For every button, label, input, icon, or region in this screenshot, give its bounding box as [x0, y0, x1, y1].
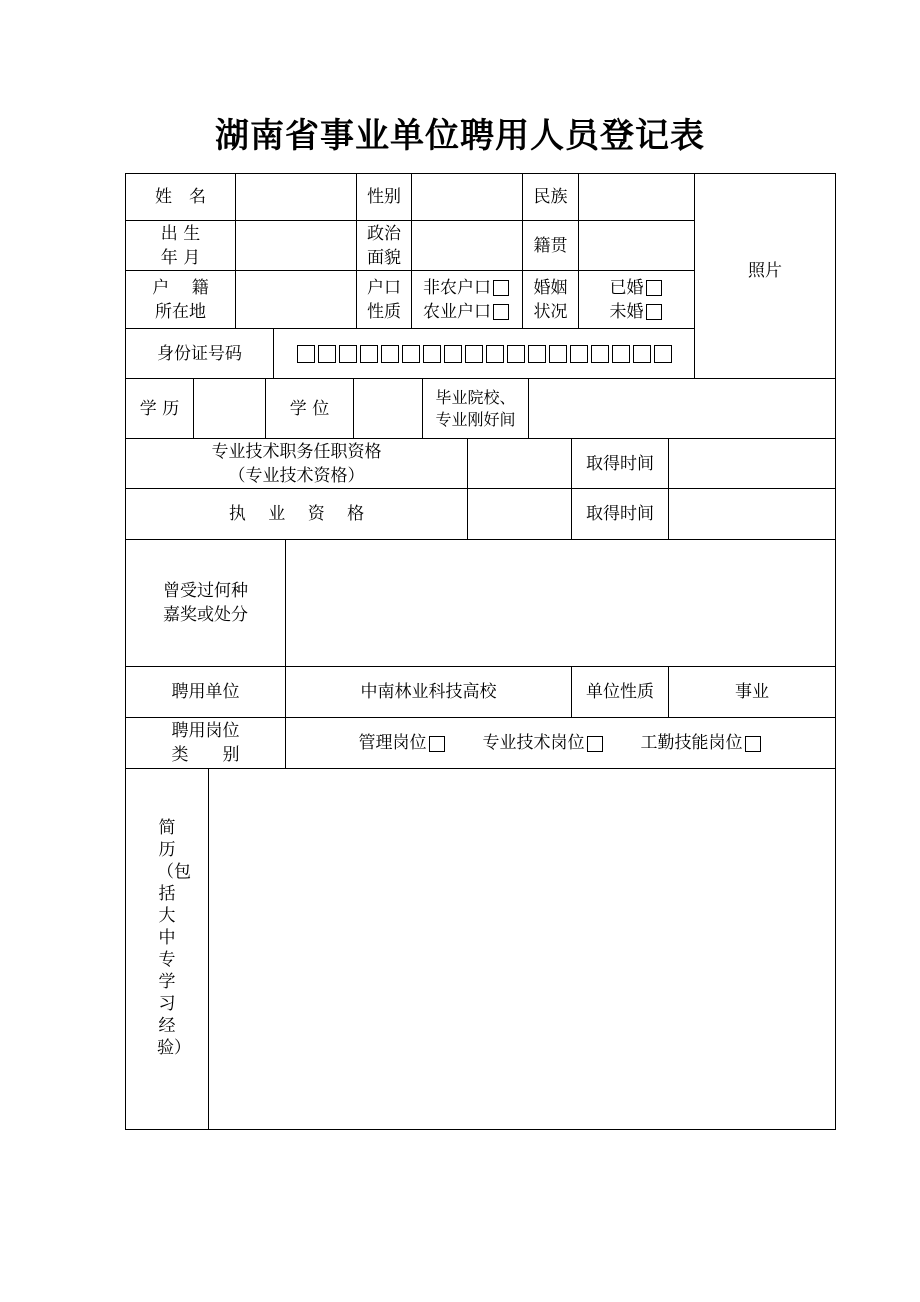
obtain-time-2-field[interactable]	[669, 489, 835, 539]
label-hukou-location-line2: 所在地	[155, 301, 206, 322]
option-mgmt-post[interactable]	[359, 731, 447, 755]
marital-options	[579, 271, 694, 328]
label-hukou-type-line1: 户口	[367, 277, 401, 298]
id-digit-box[interactable]	[423, 345, 441, 363]
id-number-field[interactable]	[274, 329, 694, 378]
id-digit-box[interactable]	[528, 345, 546, 363]
label-marital-line1: 婚姻	[533, 277, 568, 298]
hukou-type-options	[412, 271, 522, 328]
id-digit-box[interactable]	[486, 345, 504, 363]
practice-qualification-field[interactable]	[468, 489, 571, 539]
label-awards-line1: 曾受过何种	[163, 581, 248, 601]
id-digit-box[interactable]	[339, 345, 357, 363]
label-education: 学 历	[139, 398, 180, 419]
resume-field[interactable]	[209, 769, 835, 1129]
option-non-agri-label: 非农户口	[423, 277, 491, 298]
option-unmarried-label: 未婚	[609, 301, 644, 322]
option-non-agri[interactable]	[423, 276, 511, 300]
checkbox-agri[interactable]	[493, 304, 509, 320]
label-native-place: 籍贯	[533, 235, 568, 256]
unit-nature-field[interactable]: 事业	[735, 682, 769, 702]
option-labor-post-label: 工勤技能岗位	[640, 733, 743, 753]
option-tech-post[interactable]	[483, 731, 605, 755]
tech-title-field[interactable]	[468, 439, 571, 488]
label-political-line2: 面貌	[367, 247, 401, 268]
id-digit-box[interactable]	[381, 345, 399, 363]
employer-field[interactable]: 中南林业科技高校	[360, 682, 497, 702]
id-digit-box[interactable]	[318, 345, 336, 363]
birth-field[interactable]	[236, 221, 356, 270]
label-resume-cell	[126, 769, 208, 1129]
option-unmarried[interactable]	[610, 300, 664, 324]
id-digit-box[interactable]	[465, 345, 483, 363]
checkbox-unmarried[interactable]	[646, 304, 662, 320]
label-awards-line2: 嘉奖或处分	[163, 605, 248, 625]
id-digit-box[interactable]	[570, 345, 588, 363]
school-field[interactable]	[529, 379, 835, 438]
option-married[interactable]	[610, 276, 664, 300]
checkbox-labor-post[interactable]	[745, 736, 761, 752]
label-awards	[126, 540, 285, 666]
checkbox-mgmt-post[interactable]	[429, 736, 445, 752]
label-tech-title-line1: 专业技术职务任职资格	[211, 441, 382, 462]
label-marital-line2: 状况	[533, 301, 568, 322]
id-digit-box[interactable]	[402, 345, 420, 363]
label-tech-title-line2: （专业技术资格）	[228, 465, 365, 486]
label-id-number: 身份证号码	[157, 343, 242, 364]
option-mgmt-post-label: 管理岗位	[358, 733, 427, 753]
option-tech-post-label: 专业技术岗位	[482, 733, 585, 753]
id-digit-box[interactable]	[444, 345, 462, 363]
degree-field[interactable]	[354, 379, 422, 438]
label-post-type-line1: 聘用岗位	[171, 721, 240, 741]
label-practice-qualification: 执 业 资 格	[228, 504, 365, 524]
id-digit-box[interactable]	[633, 345, 651, 363]
awards-field[interactable]	[286, 540, 835, 666]
option-agri-label: 农业户口	[423, 301, 491, 322]
label-ethnicity: 民族	[533, 187, 568, 207]
label-post-type-line2: 类 别	[171, 745, 240, 765]
native-place-field[interactable]	[579, 221, 694, 270]
gender-field[interactable]	[412, 174, 522, 220]
label-tech-title	[126, 439, 467, 488]
label-hukou-type	[357, 271, 411, 328]
id-digit-box[interactable]	[612, 345, 630, 363]
id-digit-box[interactable]	[654, 345, 672, 363]
photo-area[interactable]	[695, 174, 835, 378]
political-field[interactable]	[412, 221, 522, 270]
label-school	[423, 379, 528, 438]
label-political	[357, 221, 411, 270]
post-type-options	[286, 718, 835, 768]
checkbox-tech-post[interactable]	[587, 736, 603, 752]
id-number-boxes[interactable]	[295, 342, 673, 366]
id-digit-box[interactable]	[591, 345, 609, 363]
label-school-line2: 专业刚好间	[435, 409, 516, 429]
label-hukou-type-line2: 性质	[367, 301, 401, 322]
label-photo: 照片	[748, 261, 782, 281]
hukou-location-field[interactable]	[236, 271, 356, 328]
label-marital	[523, 271, 578, 328]
checkbox-married[interactable]	[646, 280, 662, 296]
label-school-line1: 毕业院校、	[435, 387, 516, 407]
id-digit-box[interactable]	[507, 345, 525, 363]
label-birth	[126, 221, 235, 270]
label-degree: 学 位	[289, 398, 330, 419]
label-birth-line1: 出 生	[160, 223, 201, 244]
label-obtain-time-2: 取得时间	[586, 504, 654, 524]
label-hukou-location-line1: 户 籍	[152, 277, 209, 298]
label-employer: 聘用单位	[171, 682, 240, 702]
page-title: 湖南省事业单位聘用人员登记表	[215, 116, 705, 156]
option-agri[interactable]	[423, 300, 511, 324]
name-field[interactable]	[236, 174, 356, 220]
ethnicity-field[interactable]	[579, 174, 694, 220]
option-married-label: 已婚	[609, 277, 644, 298]
label-resume: 简历（包括大中专学习经验）	[157, 818, 191, 1058]
label-name: 姓 名	[155, 187, 206, 207]
label-birth-line2: 年 月	[160, 247, 201, 268]
obtain-time-1-field[interactable]	[669, 439, 835, 488]
id-digit-box[interactable]	[549, 345, 567, 363]
option-labor-post[interactable]	[641, 731, 763, 755]
label-obtain-time-1: 取得时间	[586, 453, 654, 474]
label-gender: 性别	[367, 187, 401, 207]
id-digit-box[interactable]	[360, 345, 378, 363]
label-post-type	[126, 718, 285, 768]
label-political-line1: 政治	[367, 223, 401, 244]
education-field[interactable]	[194, 379, 265, 438]
checkbox-non-agri[interactable]	[493, 280, 509, 296]
id-digit-box[interactable]	[297, 345, 315, 363]
label-unit-nature: 单位性质	[586, 682, 654, 702]
label-hukou-location	[126, 271, 235, 328]
